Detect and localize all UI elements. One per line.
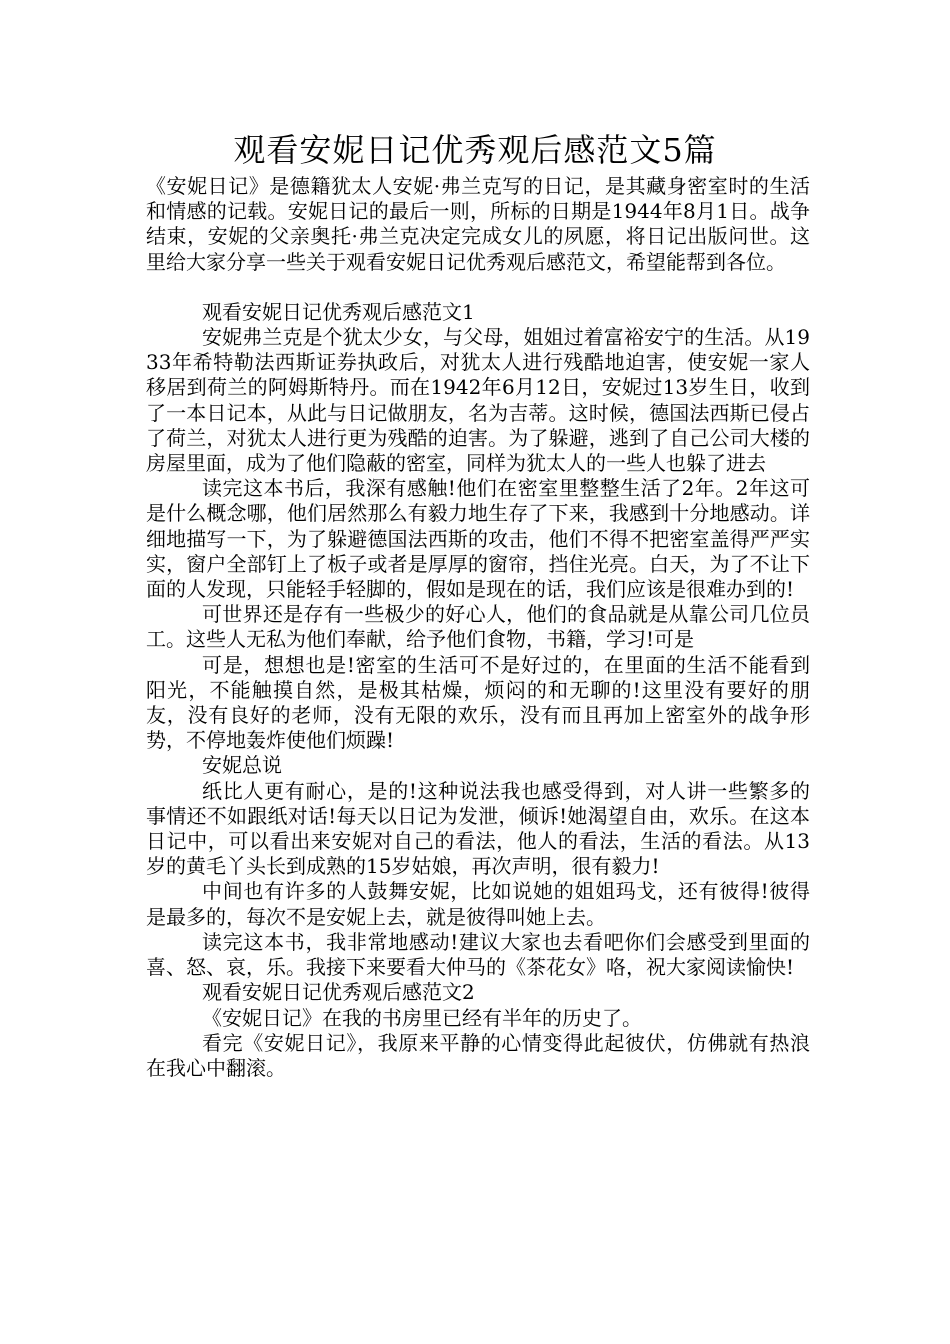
section-1-paragraph: 读完这本书后，我深有感触!他们在密室里整整生活了2年。2年这可是什么概念哪，他们居然那么有毅力地生存了下来，我感到十分地感动。详细地描写一下，为了躲避德国法西斯的攻击，他们不得不把密室盖得严严实实，窗户全部钉上了板子或者是厚厚的窗帘，挡住光亮。白天，为了不让下面的人发现，只能轻手轻脚的，假如是现在的话，我们应该是很难办到的! <box>146 476 810 602</box>
section-1-paragraph: 可是，想想也是!密室的生活可不是好过的，在里面的生活不能看到阳光，不能触摸自然，是极其枯燥，烦闷的和无聊的!这里没有要好的朋友，没有良好的老师，没有无限的欢乐，没有而且再加上密室外的战争形势，不停地轰炸使他们烦躁! <box>146 652 810 753</box>
section-1-paragraph: 可世界还是存有一些极少的好心人，他们的食品就是从靠公司几位员工。这些人无私为他们奉献，给予他们食物，书籍，学习!可是 <box>146 602 810 652</box>
section-2-paragraph: 《安妮日记》在我的书房里已经有半年的历史了。 <box>202 1005 642 1030</box>
section-1-paragraph: 安妮总说 <box>202 753 282 778</box>
section-1-paragraph: 读完这本书，我非常地感动!建议大家也去看吧你们会感受到里面的喜、怒、哀，乐。我接下来要看大仲马的《茶花女》咯，祝大家阅读愉快! <box>146 929 810 980</box>
document-body <box>146 174 810 1081</box>
section-heading-2: 观看安妮日记优秀观后感范文2 <box>202 980 475 1005</box>
blank-line <box>146 275 810 300</box>
intro-paragraph: 《安妮日记》是德籍犹太人安妮·弗兰克写的日记，是其藏身密室时的生活和情感的记载。安妮日记的最后一则，所标的日期是1944年8月1日。战争结束，安妮的父亲奥托·弗兰克决定完成女儿的夙愿，将日记出版问世。这里给大家分享一些关于观看安妮日记优秀观后感范文，希望能帮到各位。 <box>146 174 810 274</box>
section-1-paragraph: 中间也有许多的人鼓舞安妮，比如说她的姐姐玛戈，还有彼得!彼得是最多的，每次不是安妮上去，就是彼得叫她上去。 <box>146 879 810 929</box>
section-1-paragraph: 安妮弗兰克是个犹太少女，与父母，姐姐过着富裕安宁的生活。从1933年希特勒法西斯证券执政后，对犹太人进行残酷地迫害，使安妮一家人移居到荷兰的阿姆斯特丹。而在1942年6月12日，安妮过13岁生日，收到了一本日记本，从此与日记做朋友，名为吉蒂。这时候，德国法西斯已侵占了荷兰，对犹太人进行更为残酷的迫害。为了躲避，逃到了自己公司大楼的房屋里面，成为了他们隐蔽的密室，同样为犹太人的一些人也躲了进去 <box>146 325 810 476</box>
section-2-paragraph: 看完《安妮日记》，我原来平静的心情变得此起彼伏，仿佛就有热浪在我心中翻滚。 <box>146 1030 810 1080</box>
document-title: 观看安妮日记优秀观后感范文5篇 <box>233 131 717 169</box>
section-heading-1: 观看安妮日记优秀观后感范文1 <box>202 299 475 324</box>
section-1-paragraph: 纸比人更有耐心，是的!这种说法我也感受得到，对人讲一些繁多的事情还不如跟纸对话!每天以日记为发泄，倾诉!她渴望自由，欢乐。在这本日记中，可以看出来安妮对自己的看法，他人的看法，生活的看法。从13岁的黄毛丫头长到成熟的15岁姑娘，再次声明，很有毅力! <box>146 778 810 879</box>
